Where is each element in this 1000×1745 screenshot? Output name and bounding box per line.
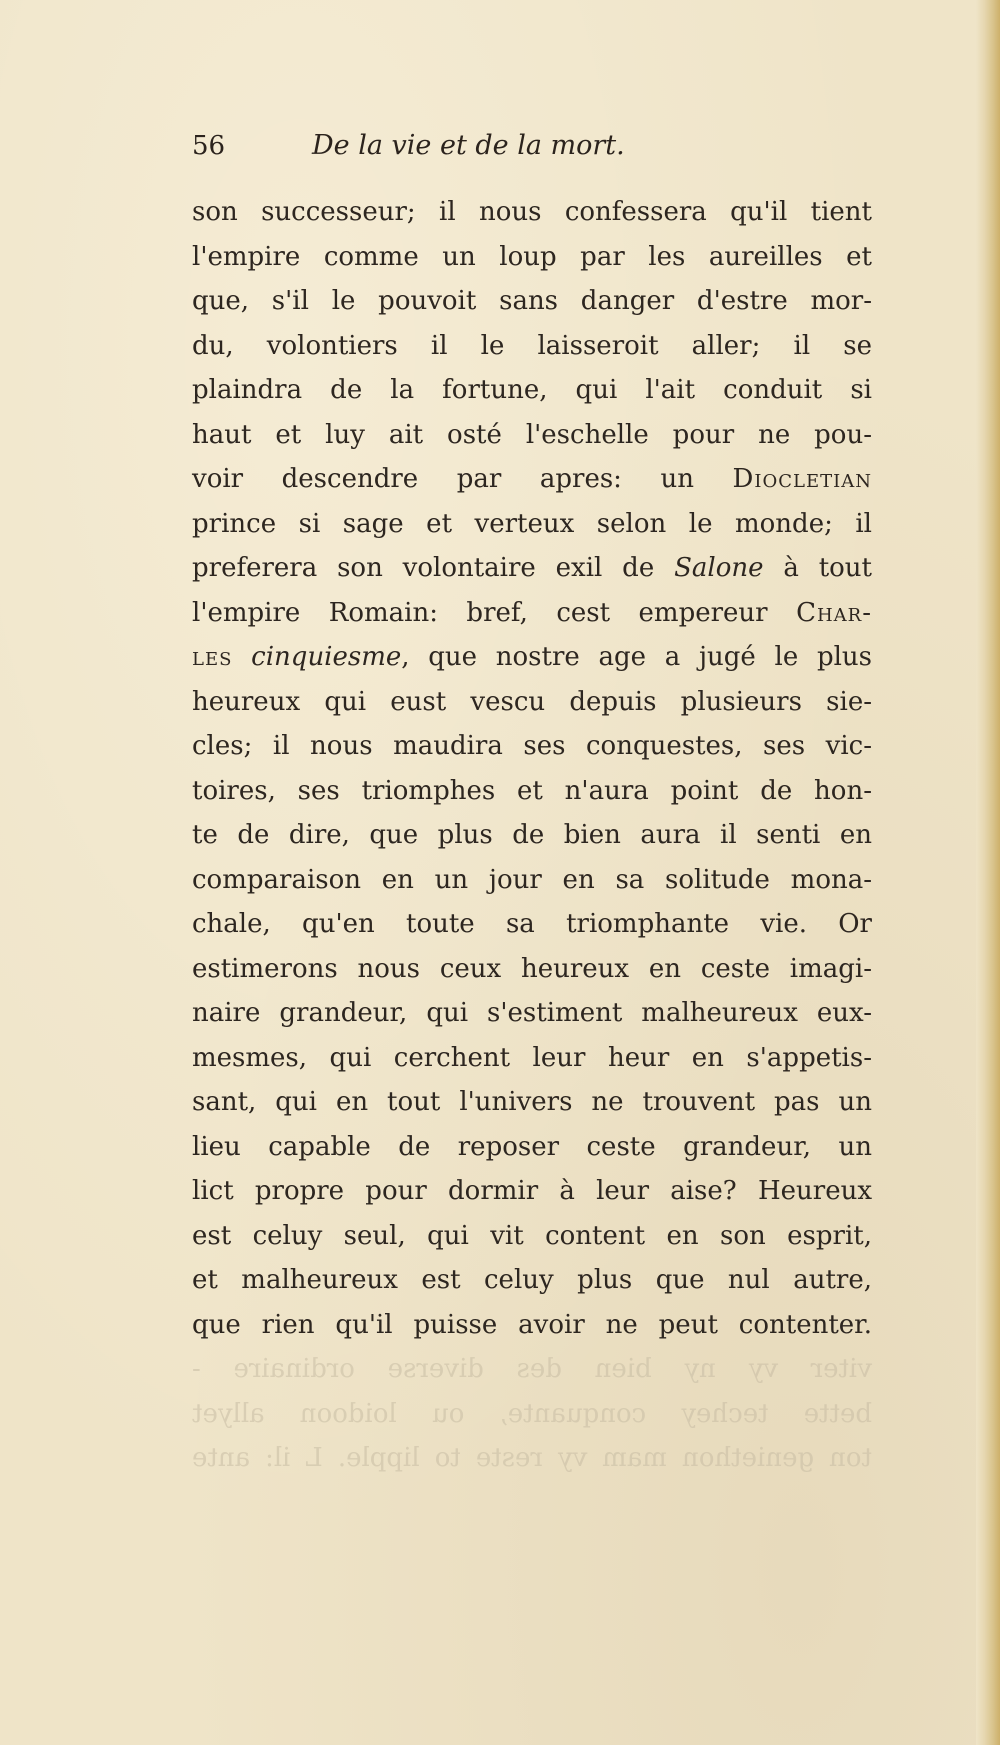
text-segment: chale, qu'en toute sa triomphante vie. Or <box>192 909 872 939</box>
bleed-through-text: viter vy ny bien des diverse ordinaire - <box>192 1354 872 1384</box>
page-number: 56 <box>192 131 226 161</box>
text-line <box>192 769 872 814</box>
bleed-through-line <box>192 1392 872 1437</box>
bleed-through-text: ton geniethon mam vy reste to lipple. L il: ante <box>192 1443 872 1473</box>
page-edge-shadow <box>976 0 1000 1745</box>
text-line <box>192 546 872 591</box>
text-segment: haut et luy ait osté l'eschelle pour ne pou- <box>192 419 872 450</box>
text-segment: preferera son volontaire exil de <box>192 553 675 583</box>
text-line <box>192 1125 872 1170</box>
text-segment: naire grandeur, qui s'estiment malheureux eux- <box>192 998 872 1028</box>
text-segment: heureux qui eust vescu depuis plusieurs sie- <box>192 686 872 717</box>
text-line <box>192 190 872 235</box>
text-line <box>192 279 872 324</box>
text-line <box>192 235 872 280</box>
text-line <box>192 1036 872 1081</box>
text-line <box>192 1169 872 1214</box>
text-line <box>192 813 872 858</box>
text-segment: comparaison en un jour en sa solitude mona- <box>192 864 872 895</box>
small-caps-name: Char- <box>796 597 872 628</box>
text-line <box>192 858 872 903</box>
bleed-through-line <box>192 1347 872 1392</box>
running-head <box>192 128 872 164</box>
text-segment: cles; il nous maudira ses conquestes, ses vic- <box>192 731 872 761</box>
text-segment: sant, qui en tout l'univers ne trouvent pas un <box>192 1087 872 1117</box>
text-segment: , que nostre age a jugé le plus <box>401 642 873 672</box>
text-line <box>192 902 872 947</box>
text-line <box>192 324 872 369</box>
text-line <box>192 635 872 680</box>
text-segment: lict propre pour dormir à leur aise? Heureux <box>192 1176 872 1206</box>
text-line <box>192 1080 872 1125</box>
text-segment: est celuy seul, qui vit content en son esprit, <box>192 1220 872 1251</box>
text-line <box>192 413 872 458</box>
small-caps-name: Diocletian <box>732 464 872 494</box>
body-text <box>192 190 872 1481</box>
text-segment: du, volontiers il le laisseroit aller; il se <box>192 330 872 361</box>
text-segment: voir descendre par apres: un <box>192 464 733 494</box>
text-segment: l'empire Romain: bref, cest empereur <box>192 597 797 628</box>
text-segment: toires, ses triomphes et n'aura point de hon- <box>192 775 872 806</box>
text-line <box>192 457 872 502</box>
running-title: De la vie et de la mort. <box>312 130 625 161</box>
italic-word: Salone <box>674 553 764 583</box>
text-line <box>192 991 872 1036</box>
bleed-through-line <box>192 1436 872 1481</box>
text-segment: estimerons nous ceux heureux en ceste imagi- <box>192 953 872 984</box>
text-line <box>192 680 872 725</box>
text-segment: que rien qu'il puisse avoir ne peut contenter. <box>192 1309 872 1340</box>
text-line <box>192 1214 872 1259</box>
text-segment: et malheureux est celuy plus que nul autre, <box>192 1265 872 1295</box>
text-segment: à tout <box>763 553 873 583</box>
text-segment: l'empire comme un loup par les aureilles et <box>192 241 872 272</box>
text-segment: te de dire, que plus de bien aura il senti en <box>192 820 872 850</box>
text-segment: plaindra de la fortune, qui l'ait conduit si <box>192 375 872 405</box>
text-line <box>192 502 872 547</box>
text-line <box>192 1303 872 1348</box>
text-segment <box>232 642 251 672</box>
text-line <box>192 368 872 413</box>
text-line <box>192 947 872 992</box>
text-line <box>192 724 872 769</box>
text-line <box>192 1258 872 1303</box>
small-caps-name: les <box>192 642 233 672</box>
bleed-through-text: bette techey conquante, ou loidoon allyet <box>192 1398 872 1429</box>
text-segment: mesmes, qui cerchent leur heur en s'appetis- <box>192 1042 872 1073</box>
italic-word: cinquiesme <box>251 642 402 672</box>
text-segment: que, s'il le pouvoit sans danger d'estre mor- <box>192 286 872 316</box>
text-segment: son successeur; il nous confessera qu'il tient <box>192 197 872 227</box>
text-segment: lieu capable de reposer ceste grandeur, un <box>192 1131 872 1162</box>
text-segment: prince si sage et verteux selon le monde; il <box>192 508 872 539</box>
text-line <box>192 591 872 636</box>
